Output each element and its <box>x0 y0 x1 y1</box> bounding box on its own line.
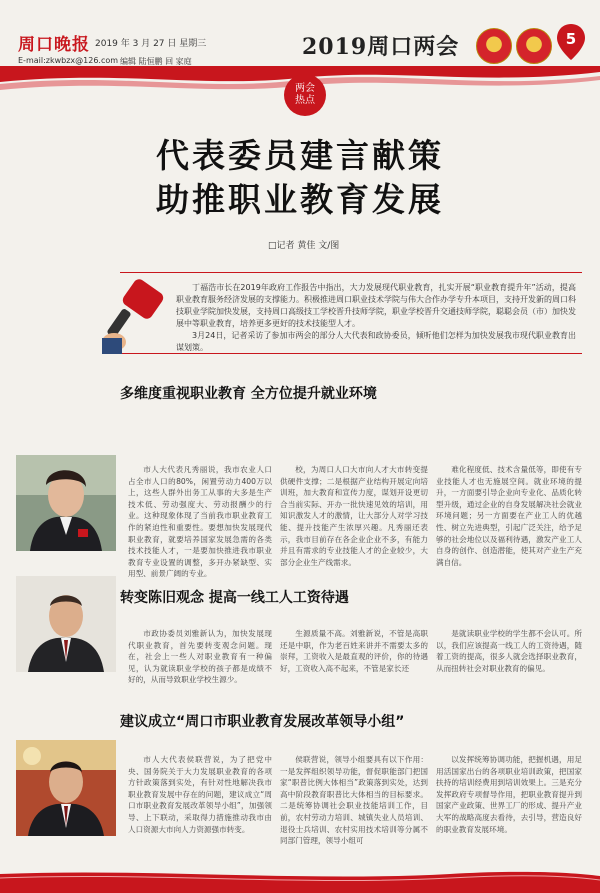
headline-line2: 助推职业教育发展 <box>156 180 444 219</box>
section-1-col-3: 难化程度低、技术含量低等，即使有专业技能人才也无施展空间。就业环境的提升，一方面要引导企业向专业化、品质化转型升级，通过企业的自身发展解决社会就业环境问题；另一方面要在产业工人的优越性、树立先进典型，引起广泛关注，给予足够的社会地位以及福利待遇，激发产业工人自身的创作、创造潜能，使其对产业生产充满自信。 <box>436 465 582 567</box>
hot-topic-badge <box>284 74 326 116</box>
byline: □记者 黄佳 文/图 <box>268 241 340 251</box>
masthead-logo: 周口晚报 <box>18 35 90 55</box>
intro-paragraph <box>176 282 576 354</box>
photo-hou-lianying <box>16 740 116 836</box>
section-2-col-1: 市政协委员刘雅新认为，加快发展现代职业教育，首先要转变观念问题。现在，社会上一些人对职业教育有一种偏见，认为就读职业学校的孩子都是成绩不好的，从而导致职业学校生源少。 <box>128 629 272 685</box>
section-1-col-2: 校，为周口人口大市向人才大市转变提供硬件支撑；二是根据产业结构开展定向培训班，加大教育和宣传力度，谋划开设更切合当前实际、开办一批快速见效的培训，用知识激发人才的激情，让大部分人对学习技能、提升技能产生浓厚兴趣。凡秀丽还表示，我市目前存在各企业企业不多，有能力并且有需求的专业技能人才的企业较少，大部分企业生产线需求。 <box>280 465 428 567</box>
page-title: 2019周口两会 <box>302 34 460 60</box>
section-2-col-2: 生源质量不高。刘雅新说，不管是高职还是中职，作为老百姓来讲并不需要太多的崇拜，工资收入是最直观的评价，你的待遇好，工资收入高不起来，不管是家长还 <box>280 629 428 673</box>
section-1-heading: 多维度重视职业教育 全方位提升就业环境 <box>120 386 377 402</box>
headline-line1: 代表委员建言献策 <box>156 136 444 175</box>
microphone-icon <box>96 278 166 356</box>
section-3-col-1: 市人大代表侯联营说，为了把党中央、国务院关于大力发展职业教育的各项方针政策落到实处，有针对性地解决我市职业教育发展中存在的问题，建议成立“周口市职业教育发展改革领导小组”，加强领导、上下联动，采取得力措施推动我市由人口资源大市向人力资源强市转变。 <box>128 755 272 834</box>
masthead-date: 2019 年 3 月 27 日 星期三 <box>95 39 207 49</box>
section-2-heading: 转变陈旧观念 提高一线工人工资待遇 <box>120 590 349 606</box>
badge-line2: 热点 <box>295 95 315 106</box>
section-3-heading: 建议成立“周口市职业教育发展改革领导小组” <box>120 714 405 730</box>
masthead-email: E-mail:zkwbzx@126.com <box>18 56 119 65</box>
intro-p2: 3月24日，记者采访了参加市两会的部分人大代表和政协委员，倾听他们怎样为加快发展我市现代职业教育出谋划策。 <box>176 331 576 352</box>
badge-line1: 两会 <box>295 83 315 94</box>
page-number: 5 <box>565 30 577 48</box>
intro-p1: 丁福浩市长在2019年政府工作报告中指出，大力发展现代职业教育，扎实开展“职业教育提升年”活动，提高职业教育服务经济发展的支撑能力。积极推进周口职业技术学院与伟大合作办学专升本项目，支持开发新的周口科技职业学院加快发展，支持周口高级技工学校晋升技师学院，职业学校晋升交通技师学院，聪聪会员（市）加快发展中等职业教育，培养更多更好的技术技能型人才。 <box>176 283 576 328</box>
section-3-col-2: 侯联营说，领导小组要具有以下作用：一是发挥组织领导功能，督促职能部门把国家“职普比例大体相当”政策落到实处，达到高中阶段教育职普比大体相当的目标要求。二是统筹协调社会职业技能培训工作，目前，农村劳动力培训、城镇失业人员培训、退役士兵培训、农村实用技术培训等分属不同部门管理，领导小组可 <box>280 755 428 846</box>
national-emblem-icon <box>476 28 512 64</box>
section-2-col-3: 是就读职业学校的学生都不会认可。所以，我们应该提高一线工人的工资待遇，随着工资的提高，很多人就会选择职业教育，从而扭转社会对职业教育的偏见。 <box>436 629 582 673</box>
masthead-editor: 编辑 陆恒鹏 回 家庭 <box>120 57 192 66</box>
page-number-badge <box>556 22 586 62</box>
cppcc-emblem-icon <box>516 28 552 64</box>
footer-wave-decoration <box>0 868 600 893</box>
section-3-col-3: 以发挥统筹协调功能，把握机遇，用足用活国家出台的各项职业培训政策，把国家扶持的培训经费用到培训效果上。三是充分发挥政府专项督导作用，把职业教育提升到国家产业政策、世界工厂的形成、提升产业大军的战略高度去看待，去引导，营造良好的职业教育发展环境。 <box>436 755 582 834</box>
photo-fan-xiuli <box>16 455 116 551</box>
photo-liu-yaxin <box>16 576 116 672</box>
section-1-col-1: 市人大代表凡秀丽说，我市农业人口占全市人口的80%，闲置劳动力400万以上，这些人群外出务工从事的大多是生产技术低、劳动强度大、劳动报酬少的行业。这种现象体现了当前我市职业教育工作的紧迫性和重要性。要想加快发展现代职业教育，就要培养国家发展急需的各类技术技能人才，一是要加快推进我市职业教育专业设置的调整，多开办紧缺型、实用型、前景广阔的专业。 <box>128 465 272 579</box>
